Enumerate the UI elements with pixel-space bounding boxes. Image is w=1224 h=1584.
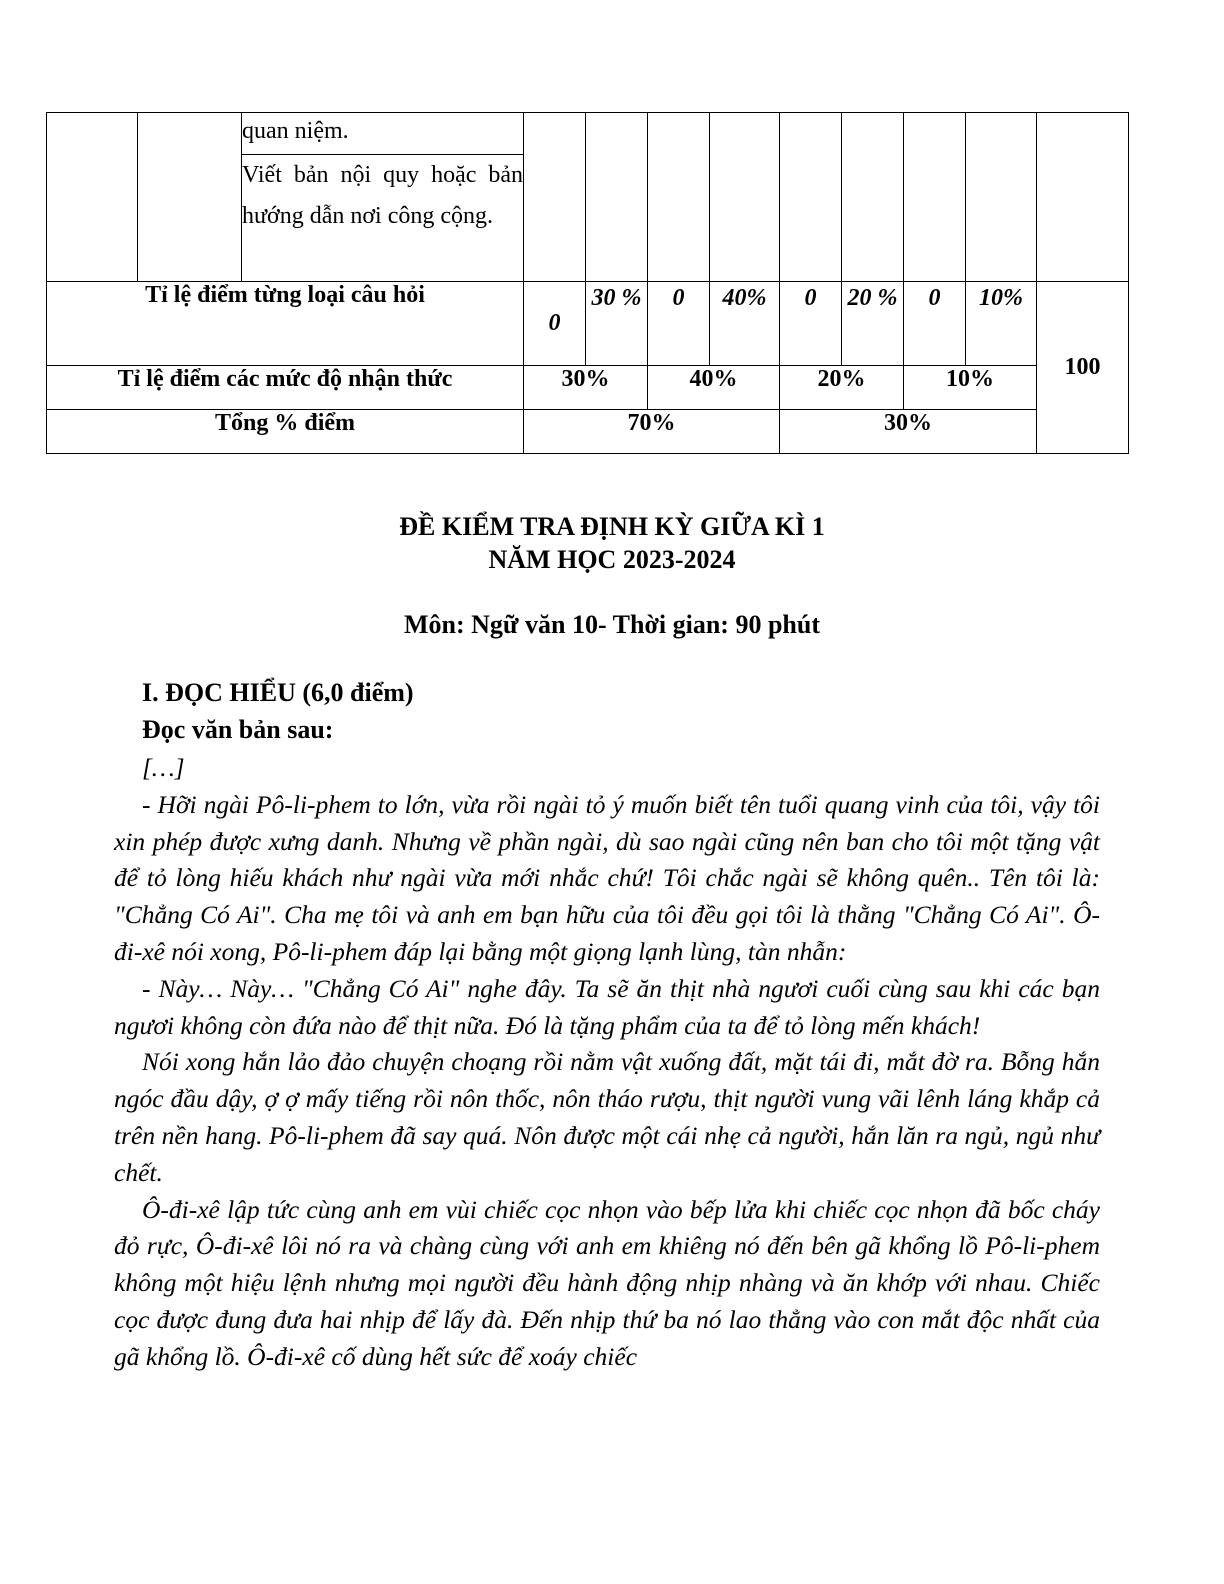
ratio-value: 0 [648, 282, 710, 366]
empty-cell [904, 113, 966, 282]
level-value: 40% [648, 366, 780, 410]
empty-cell [966, 113, 1037, 282]
ratio-row-label: Tỉ lệ điểm từng loại câu hỏi [47, 282, 524, 366]
empty-cell [710, 113, 780, 282]
level-value: 20% [780, 366, 904, 410]
ratio-value: 30 % [586, 282, 648, 366]
content-cell: Viết bản nội quy hoặc bản hướng dẫn nơi công cộng. [242, 155, 524, 282]
ratio-value: 0 [524, 282, 586, 366]
empty-cell [586, 113, 648, 282]
ratio-value: 0 [904, 282, 966, 366]
empty-cell [842, 113, 904, 282]
passage-paragraph: - Này… Này… "Chẳng Có Ai" nghe đây. Ta sẽ ăn thịt nhà ngươi cuối cùng sau khi các bạn ngươi không còn đứa nào để thịt nữa. Đó là tặng phẩm của ta để tỏ lòng mến khách! [114, 973, 1100, 1040]
empty-cell [47, 113, 138, 282]
level-value: 10% [904, 366, 1037, 410]
ratio-value: 0 [780, 282, 842, 366]
level-value: 30% [524, 366, 648, 410]
passage-paragraph: […] [142, 753, 185, 782]
section-heading: I. ĐỌC HIỂU (6,0 điểm) [142, 678, 414, 707]
passage-paragraph: Ô-đi-xê lập tức cùng anh em vùi chiếc cọc nhọn vào bếp lửa khi chiếc cọc nhọn đã bốc cháy đỏ rực, Ô-đi-xê lôi nó ra và chàng cùng với anh em khiêng nó đến bên gã khổng lồ Pô-li-phem không một hiệu lệnh nhưng mọi người đều hành động nhịp nhàng và ăn khớp với nhau. Chiếc cọc được đung đưa hai nhịp để lấy đà. Đến nhịp thứ ba nó lao thẳng vào con mắt độc nhất của gã khổng lồ. Ô-đi-xê cố dùng hết sức để xoáy chiếc [114, 1194, 1100, 1371]
ratio-value: 40% [710, 282, 780, 366]
empty-cell [138, 113, 242, 282]
school-year: NĂM HỌC 2023-2024 [488, 545, 736, 574]
empty-cell [780, 113, 842, 282]
empty-cell [1037, 113, 1129, 282]
reading-passage [114, 750, 1100, 1376]
score-matrix-table [46, 112, 1129, 454]
total-value: 30% [780, 410, 1037, 454]
ratio-value: 20 % [842, 282, 904, 366]
passage-paragraph: Nói xong hắn lảo đảo chuyện choạng rồi nằm vật xuống đất, mặt tái đi, mắt đờ ra. Bỗng hắn ngóc đầu dậy, ợ ợ mấy tiếng rồi nôn thốc, nôn tháo rượu, thịt người vung vãi lênh láng khắp cả trên nền hang. Pô-li-phem đã say quá. Nôn được một cái nhẹ cả người, hắn lăn ra ngủ, ngủ như chết. [114, 1047, 1100, 1187]
subject-line: Môn: Ngữ văn 10- Thời gian: 90 phút [404, 610, 820, 639]
levels-row-label: Tỉ lệ điểm các mức độ nhận thức [47, 366, 524, 410]
total-score-cell: 100 [1037, 282, 1129, 454]
empty-cell [648, 113, 710, 282]
empty-cell [524, 113, 586, 282]
instruction-text: Đọc văn bản sau: [142, 715, 334, 744]
content-cell: quan niệm. [242, 113, 524, 155]
total-value: 70% [524, 410, 780, 454]
total-row-label: Tổng % điểm [47, 410, 524, 454]
passage-paragraph: - Hỡi ngài Pô-li-phem to lớn, vừa rồi ngài tỏ ý muốn biết tên tuổi quang vinh của tôi, vậy tôi xin phép được xưng danh. Nhưng về phần ngài, dù sao ngài cũng nên ban cho tôi một tặng vật để tỏ lòng hiếu khách như ngài vừa mới nhắc chứ! Tôi chắc ngài sẽ không quên.. Tên tôi là: "Chẳng Có Ai". Cha mẹ tôi và anh em bạn hữu của tôi đều gọi tôi là thằng "Chẳng Có Ai". Ô-đi-xê nói xong, Pô-li-phem đáp lại bằng một giọng lạnh lùng, tàn nhẫn: [114, 789, 1100, 966]
exam-title: ĐỀ KIỂM TRA ĐỊNH KỲ GIỮA KÌ 1 [399, 512, 825, 541]
ratio-value: 10% [966, 282, 1037, 366]
